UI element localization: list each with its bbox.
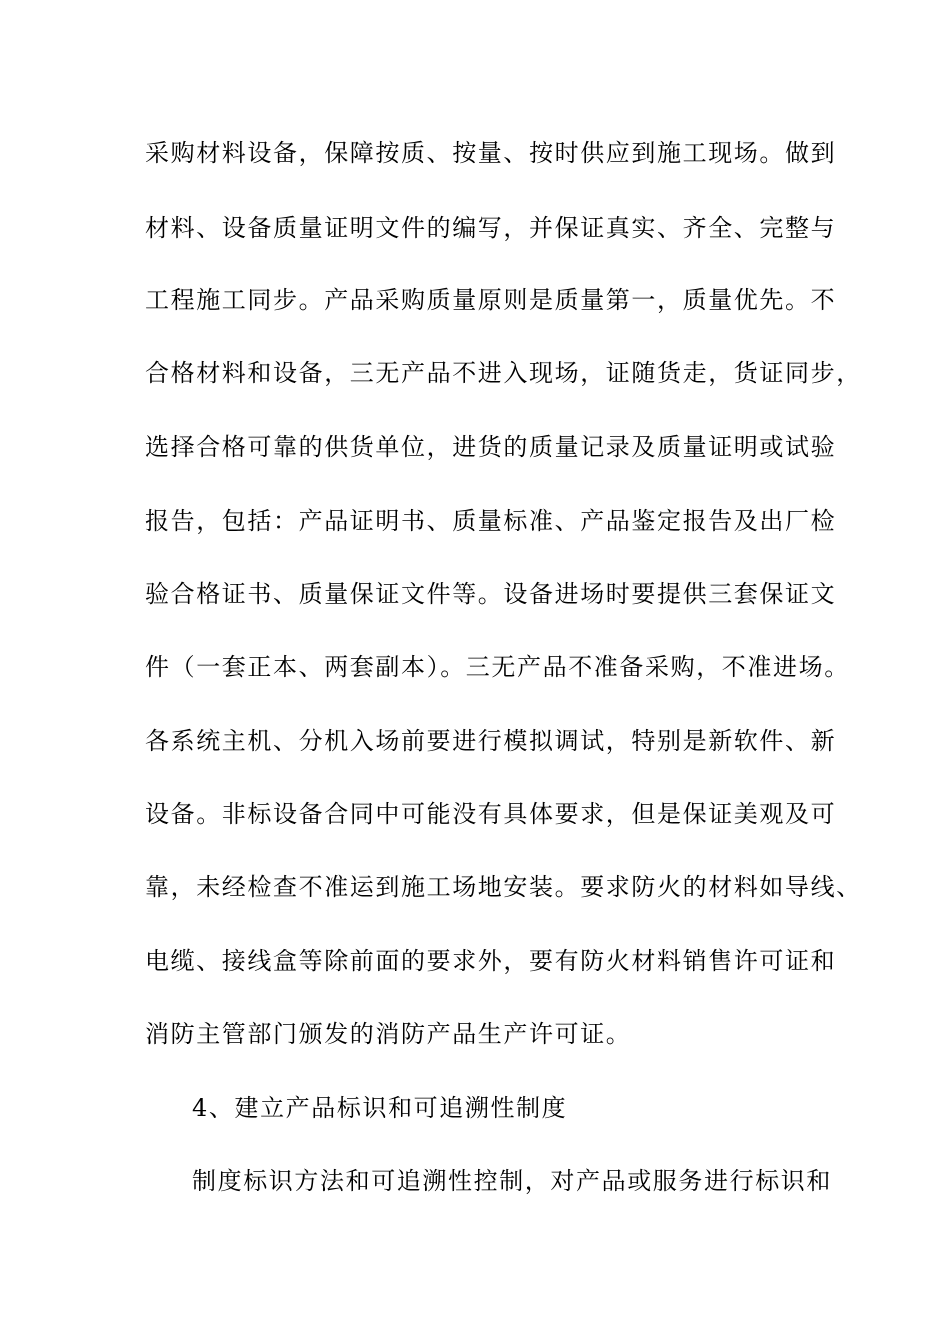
paragraph-line: 电缆、接线盒等除前面的要求外，要有防火材料销售许可证和 [145,947,837,975]
paragraph-line: 工程施工同步。产品采购质量原则是质量第一，质量优先。不 [145,286,837,314]
paragraph-line: 选择合格可靠的供货单位，进货的质量记录及质量证明或试验 [145,433,837,461]
paragraph-line: 件（一套正本、两套副本）。三无产品不准备采购，不准进场。 [145,653,850,681]
paragraph-line: 靠，未经检查不准运到施工场地安装。要求防火的材料如导线、 [145,873,862,901]
paragraph-line: 验合格证书、质量保证文件等。设备进场时要提供三套保证文 [145,580,837,608]
paragraph-line: 材料、设备质量证明文件的编写，并保证真实、齐全、完整与 [145,214,837,242]
paragraph-line: 设备。非标设备合同中可能没有具体要求，但是保证美观及可 [145,800,837,828]
paragraph-line: 各系统主机、分机入场前要进行模拟调试，特别是新软件、新 [145,727,837,755]
paragraph-line: 合格材料和设备，三无产品不进入现场，证随货走，货证同步， [145,359,862,387]
paragraph-line: 采购材料设备，保障按质、按量、按时供应到施工现场。做到 [145,139,837,167]
paragraph-line: 制度标识方法和可追溯性控制，对产品或服务进行标识和 [192,1167,832,1195]
paragraph-line: 消防主管部门颁发的消防产品生产许可证。 [145,1020,632,1048]
paragraph-line: 报告，包括：产品证明书、质量标准、产品鉴定报告及出厂检 [145,507,837,535]
section-heading: 4、建立产品标识和可追溯性制度 [192,1094,568,1122]
